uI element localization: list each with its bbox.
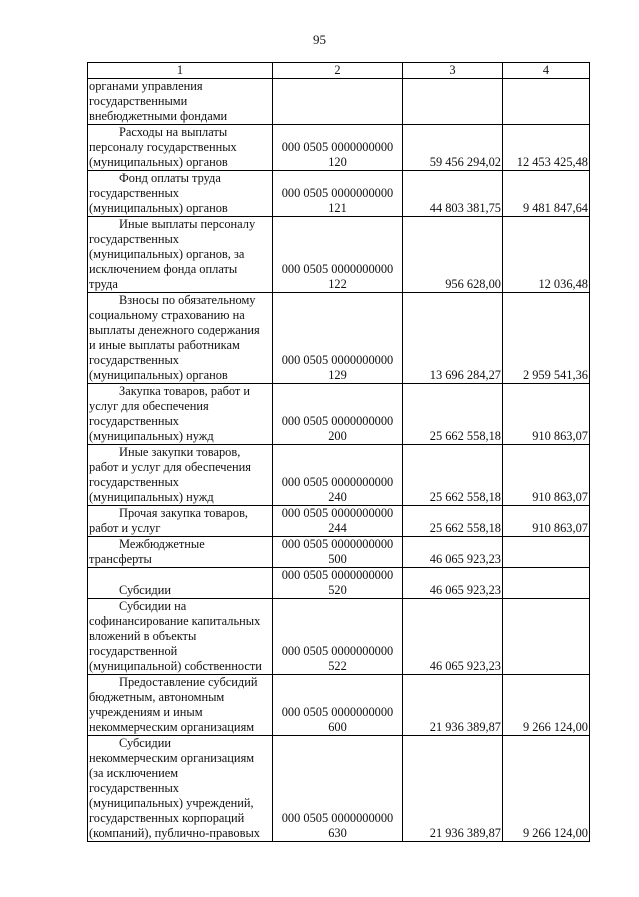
table-row (88, 568, 590, 599)
expense-name-line: софинансирование капитальных (89, 614, 261, 628)
budget-code-line: 000 0505 0000000000 (281, 705, 394, 719)
amount-col4-cell: 9 266 124,00 (503, 736, 590, 842)
expense-name-line: и иные выплаты работникам (89, 338, 240, 352)
expense-name-line: (муниципальных) учреждений, (89, 796, 254, 810)
expense-name-line: государственных (89, 475, 180, 489)
expense-name-cell (88, 675, 273, 736)
amount-col3-cell: 25 662 558,18 (403, 384, 503, 445)
expense-name-line: (муниципальных) органов, за (89, 247, 245, 261)
expense-name-line: Фонд оплаты труда (119, 171, 221, 185)
expense-name-line: Предоставление субсидий (119, 675, 258, 689)
budget-code-cell (273, 537, 403, 568)
expense-name-line: Иные выплаты персоналу (119, 217, 256, 231)
expense-name-line: вложений в объекты (89, 629, 197, 643)
budget-code-line: 122 (328, 277, 347, 291)
expense-name-line: некоммерческим организациям (89, 720, 255, 734)
table-row (88, 537, 590, 568)
amount-col4-cell (503, 568, 590, 599)
column-header: 4 (503, 63, 590, 79)
amount-col3-cell: 46 065 923,23 (403, 568, 503, 599)
expense-name-cell (88, 599, 273, 675)
expense-name-line: (муниципальных) органов (89, 155, 228, 169)
expense-name-cell (88, 384, 273, 445)
budget-code-cell (273, 293, 403, 384)
amount-col3-cell (403, 79, 503, 125)
budget-code-line: 000 0505 0000000000 (281, 811, 394, 825)
expense-name-line: Закупка товаров, работ и (119, 384, 251, 398)
budget-code-cell (273, 445, 403, 506)
expense-name-line: Иные закупки товаров, (119, 445, 241, 459)
expense-name-cell (88, 506, 273, 537)
expense-name-line: социальному страхованию на (89, 308, 245, 322)
expense-name-line: работ и услуг для обеспечения (89, 460, 251, 474)
amount-col3-cell: 956 628,00 (403, 217, 503, 293)
column-header: 3 (403, 63, 503, 79)
budget-code-cell (273, 506, 403, 537)
expense-name-cell (88, 537, 273, 568)
budget-code-line: 000 0505 0000000000 (281, 353, 394, 367)
table-row (88, 506, 590, 537)
table-row (88, 171, 590, 217)
expense-name-line: Субсидии (119, 583, 171, 597)
column-header: 1 (88, 63, 273, 79)
amount-col3-cell: 25 662 558,18 (403, 506, 503, 537)
amount-col4-cell (503, 79, 590, 125)
amount-col3-cell: 46 065 923,23 (403, 537, 503, 568)
expense-name-line: исключением фонда оплаты (89, 262, 238, 276)
expense-name-line: учреждениям и иным (89, 705, 203, 719)
expense-name-cell (88, 217, 273, 293)
expense-name-line: государственными (89, 94, 188, 108)
expense-name-line: (муниципальных) органов (89, 201, 228, 215)
amount-col3-cell: 59 456 294,02 (403, 125, 503, 171)
expense-name-line: органами управления (89, 79, 203, 93)
budget-code-line: 129 (328, 368, 347, 382)
budget-code-cell (273, 599, 403, 675)
expense-name-line: услуг для обеспечения (89, 399, 209, 413)
budget-code-cell (273, 568, 403, 599)
expense-name-line: некоммерческим организациям (89, 751, 255, 765)
expense-name-cell (88, 568, 273, 599)
expense-name-line: государственных корпораций (89, 811, 245, 825)
expense-name-line: бюджетным, автономным (89, 690, 225, 704)
page-number: 95 (313, 32, 326, 47)
budget-code-cell (273, 125, 403, 171)
expense-name-line: государственных (89, 232, 180, 246)
expense-name-line (89, 568, 271, 583)
table-header-row (88, 63, 590, 79)
expense-name-line: выплаты денежного содержания (89, 323, 260, 337)
budget-code-line: 000 0505 0000000000 (281, 506, 394, 520)
budget-code-line: 000 0505 0000000000 (281, 140, 394, 154)
budget-code-line: 000 0505 0000000000 (281, 475, 394, 489)
expense-name-cell (88, 171, 273, 217)
amount-col4-cell: 9 481 847,64 (503, 171, 590, 217)
amount-col4-cell: 910 863,07 (503, 445, 590, 506)
amount-col4-cell: 910 863,07 (503, 384, 590, 445)
budget-code-line: 520 (328, 583, 347, 597)
amount-col4-cell: 12 036,48 (503, 217, 590, 293)
expense-name-line: (за исключением (89, 766, 179, 780)
budget-code-line: 000 0505 0000000000 (281, 537, 394, 551)
expense-name-line: работ и услуг (89, 521, 161, 535)
amount-col3-cell: 25 662 558,18 (403, 445, 503, 506)
amount-col4-cell: 2 959 541,36 (503, 293, 590, 384)
budget-code-cell (273, 217, 403, 293)
expense-name-cell (88, 736, 273, 842)
budget-code-line: 240 (328, 490, 347, 504)
budget-code-line: 120 (328, 155, 347, 169)
expense-name-line: (муниципальной) собственности (89, 659, 262, 673)
table-row (88, 675, 590, 736)
expense-name-cell (88, 125, 273, 171)
expense-name-cell (88, 79, 273, 125)
expense-name-line: Субсидии (119, 736, 171, 750)
table-row (88, 445, 590, 506)
expense-name-line: персоналу государственных (89, 140, 237, 154)
expense-name-line: государственных (89, 186, 180, 200)
expense-name-line: внебюджетными фондами (89, 109, 228, 123)
expense-name-line: Субсидии на (119, 599, 187, 613)
budget-code-line: 600 (328, 720, 347, 734)
table-row (88, 79, 590, 125)
expense-name-line: Прочая закупка товаров, (119, 506, 249, 520)
amount-col3-cell: 21 936 389,87 (403, 675, 503, 736)
table-row (88, 736, 590, 842)
expense-name-line: государственных (89, 414, 180, 428)
budget-code-line: 630 (328, 826, 347, 840)
budget-code-line: 000 0505 0000000000 (281, 262, 394, 276)
expense-name-line: государственной (89, 644, 178, 658)
table-row (88, 125, 590, 171)
budget-code-line: 000 0505 0000000000 (281, 568, 394, 582)
expense-name-line: (муниципальных) нужд (89, 490, 214, 504)
amount-col3-cell: 13 696 284,27 (403, 293, 503, 384)
budget-code-line: 000 0505 0000000000 (281, 644, 394, 658)
budget-code-cell (273, 736, 403, 842)
expense-name-line: государственных (89, 781, 180, 795)
budget-code-line: 244 (328, 521, 347, 535)
expense-name-line: (компаний), публично-правовых (89, 826, 260, 840)
expense-name-line: Межбюджетные (119, 537, 205, 551)
budget-code-line: 121 (328, 201, 347, 215)
budget-code-line: 200 (328, 429, 347, 443)
table-row (88, 293, 590, 384)
budget-code-cell (273, 675, 403, 736)
expense-name-line: труда (89, 277, 118, 291)
amount-col4-cell: 12 453 425,48 (503, 125, 590, 171)
amount-col4-cell (503, 599, 590, 675)
amount-col4-cell: 910 863,07 (503, 506, 590, 537)
table-row (88, 384, 590, 445)
amount-col4-cell (503, 537, 590, 568)
amount-col3-cell: 44 803 381,75 (403, 171, 503, 217)
budget-code-cell (273, 79, 403, 125)
expense-name-line: Расходы на выплаты (119, 125, 228, 139)
table-row (88, 217, 590, 293)
budget-code-line: 500 (328, 552, 347, 566)
expense-name-cell (88, 293, 273, 384)
expense-name-line: (муниципальных) нужд (89, 429, 214, 443)
expense-name-line: трансферты (89, 552, 152, 566)
budget-table (87, 62, 590, 842)
budget-code-cell (273, 384, 403, 445)
column-header: 2 (273, 63, 403, 79)
amount-col3-cell: 21 936 389,87 (403, 736, 503, 842)
table-row (88, 599, 590, 675)
budget-code-cell (273, 171, 403, 217)
expense-name-line: государственных (89, 353, 180, 367)
amount-col3-cell: 46 065 923,23 (403, 599, 503, 675)
expense-name-line: (муниципальных) органов (89, 368, 228, 382)
expense-name-cell (88, 445, 273, 506)
amount-col4-cell: 9 266 124,00 (503, 675, 590, 736)
budget-code-line: 522 (328, 659, 347, 673)
expense-name-line: Взносы по обязательному (119, 293, 256, 307)
budget-code-line: 000 0505 0000000000 (281, 414, 394, 428)
budget-code-line: 000 0505 0000000000 (281, 186, 394, 200)
